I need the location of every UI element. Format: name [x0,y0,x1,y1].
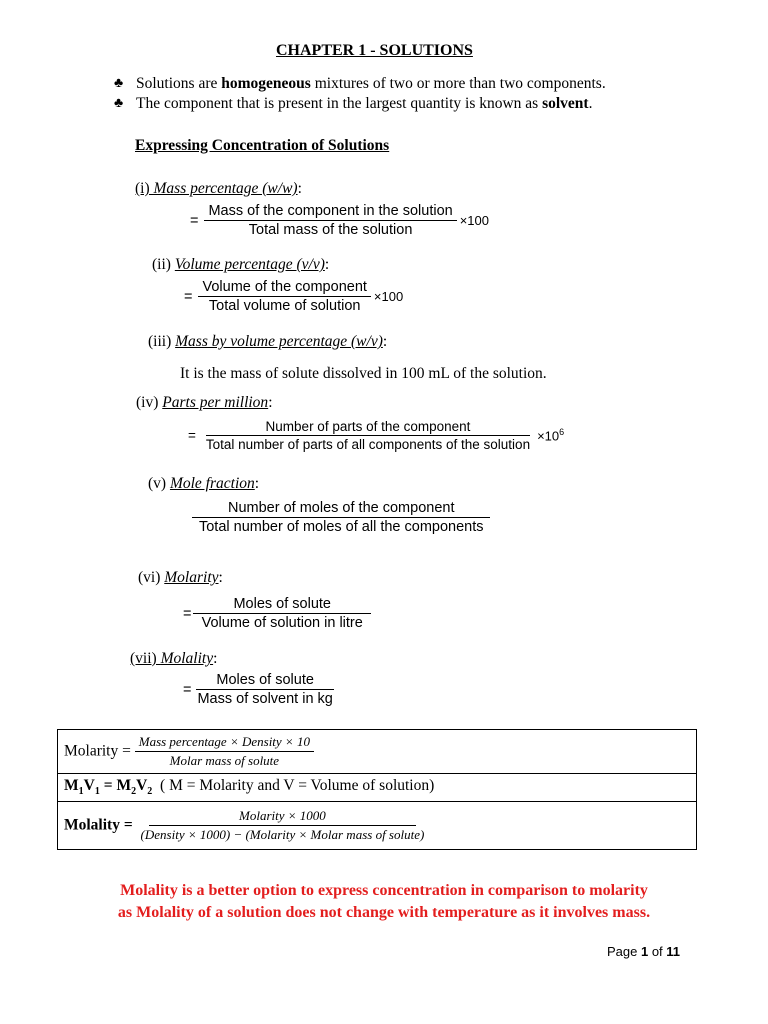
equals-sign: = [183,681,192,698]
table-row [58,730,697,774]
formula-numerator: Volume of the component [198,279,370,297]
table-cell [58,730,697,774]
item-label: Volume percentage (v/v) [174,256,325,273]
bullet-bold: homogeneous [221,75,311,92]
molality-formula [183,672,337,707]
formula-numerator: Number of moles of the component [192,500,490,518]
item-label: Mole fraction [169,475,255,492]
formula-denominator: Total volume of solution [208,298,361,314]
equals-sign: = [183,605,192,622]
mole-fraction-formula [192,500,490,535]
club-icon: ♣ [114,96,124,111]
item-colon: : [268,394,273,411]
table-cell [58,802,697,850]
molality-heading [130,650,217,668]
page-title: CHAPTER 1 - SOLUTIONS [276,42,473,59]
equals-sign: = [190,212,199,229]
item-number: (iii) [148,333,176,350]
equals-sign: = [188,428,196,443]
formula-numerator: Moles of solute [193,596,371,614]
formula-summary-table [57,729,697,850]
formula-numerator: Number of parts of the component [206,419,531,436]
club-icon: ♣ [114,76,124,91]
mass-volume-heading [148,333,387,351]
mass-percentage-heading [135,180,302,198]
item-colon: : [382,333,388,350]
ppm-formula [188,419,564,452]
formula-numerator: Moles of solute [196,672,334,690]
table-cell [58,774,697,802]
mole-fraction-heading [148,475,259,493]
formula-denominator: Volume of solution in litre [201,615,363,631]
formula-denominator: Total number of moles of all the components [198,519,484,535]
table-row [58,774,697,802]
item-number: (i) [135,180,154,197]
item-label: Molarity [164,569,219,586]
item-label: Parts per million [162,394,269,411]
bullet-text: mixtures of two or more than two components. [310,75,606,92]
formula-multiplier: ×100 [459,213,489,228]
bullet-text: . [588,95,593,112]
formula-multiplier: $\times 10^6$ [537,427,565,444]
item-label: Molality [160,650,214,667]
item-number: (vii) [130,650,161,667]
item-number: (v) [148,475,170,492]
item-colon: : [297,180,302,197]
item-colon: : [218,569,223,586]
item-label: Mass by volume percentage (w/v) [175,333,383,350]
item-colon: : [254,475,260,492]
formula-denominator: Total number of parts of all components of the solution [205,437,531,452]
mass-volume-description: It is the mass of solute dissolved in 100 mL of the solution. [180,365,547,382]
item-colon: : [213,650,218,667]
table-row [58,802,697,850]
molarity-formula [183,596,371,631]
item-number: (vi) [138,569,165,586]
mass-percentage-formula [190,203,489,238]
ppm-heading [136,394,273,412]
molarity-label: Molarity = [64,742,135,760]
formula-multiplier: ×100 [373,289,404,304]
molality-note-line-2: as Molality of a solution does not change with temperature as it involves mass. [117,904,651,921]
formula-denominator: Total mass of the solution [248,222,413,238]
page-number: Page 1 of 11 [607,944,681,959]
bullet-text: The component that is present in the largest quantity is known as [136,95,543,112]
formula-numerator: Mass of the component in the solution [204,203,456,221]
item-label: Mass percentage (w/w) [153,180,298,197]
item-number: (ii) [152,256,175,273]
item-colon: : [324,256,330,273]
bullet-bold: solvent [542,95,589,112]
bullet-text: Solutions are [136,75,222,92]
volume-percentage-formula [184,279,403,314]
molarity-heading [138,569,223,587]
molality-molarity-formula: $\frac{\text{Molarity × 1000}}{\text{(Density × 1000) − (Molarity × Molar mass of solute)}}$ [140,808,425,842]
dilution-equation: $M_1V_1 = M_2V_2$ [64,777,153,798]
item-number: (iv) [136,394,163,411]
equals-sign: = [184,288,193,305]
formula-denominator: Mass of solvent in kg [197,691,333,707]
molarity-density-formula: $\frac{\text{Mass percentage × Density × 10}}{\text{Molar mass of solute}}$ [135,734,314,769]
dilution-note: ( M = Molarity and V = Volume of solution) [152,777,435,795]
section-heading: Expressing Concentration of Solutions [135,137,390,154]
volume-percentage-heading [152,256,329,274]
molality-note-line-1: Molality is a better option to express concentration in comparison to molarity [120,882,648,899]
molality-label: Molality = [64,816,137,834]
